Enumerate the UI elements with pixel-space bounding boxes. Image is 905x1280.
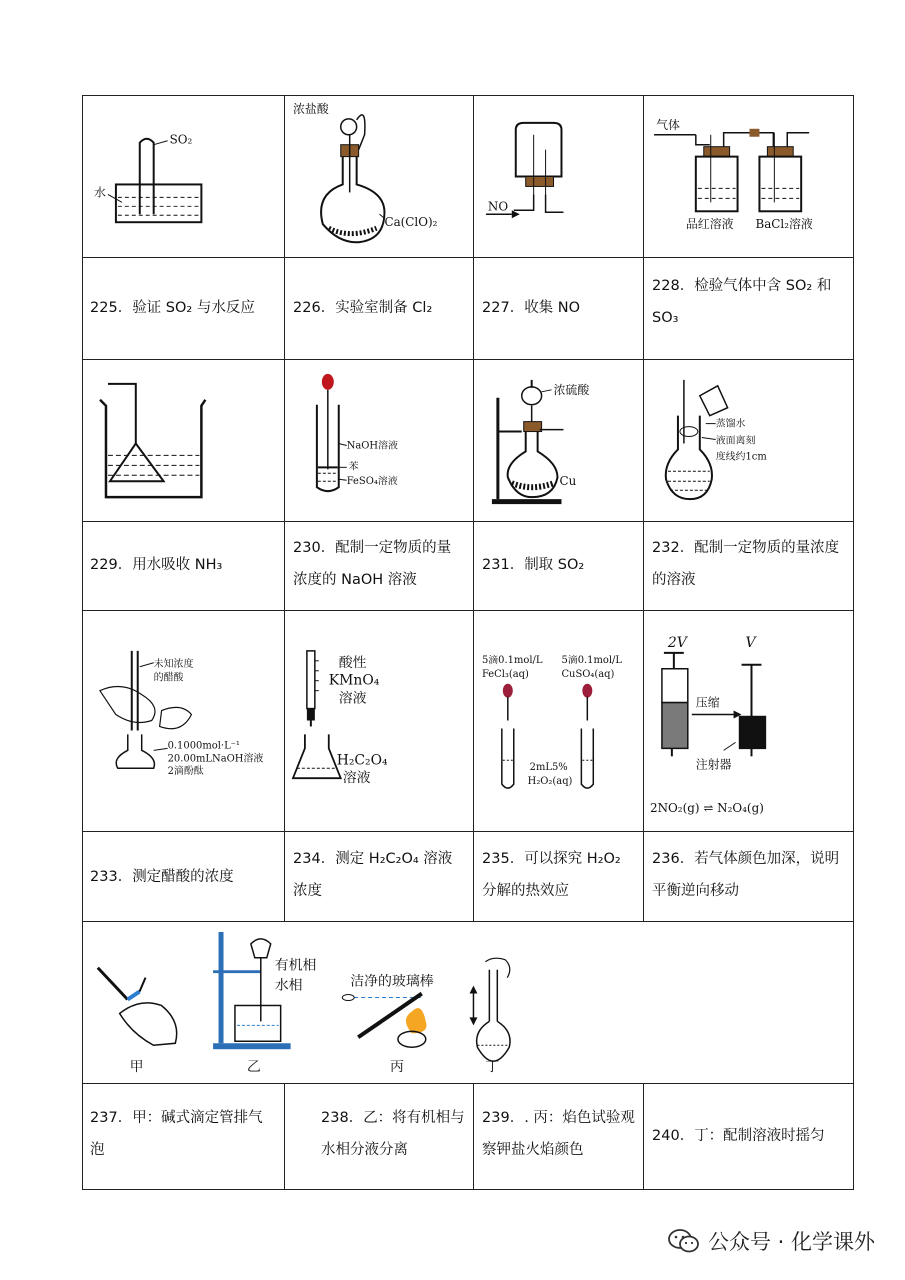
figure-cell-236 bbox=[644, 611, 854, 832]
label-conc-h2so4: 浓硫酸 bbox=[553, 382, 590, 397]
figure-cell-227 bbox=[474, 95, 644, 258]
label-caclo2: Ca(ClO)₂ bbox=[384, 215, 438, 230]
label-01000: 0.1000mol·L⁻¹ bbox=[167, 740, 240, 752]
figure-cell-234 bbox=[285, 611, 474, 832]
caption-cell-233 bbox=[82, 832, 285, 922]
figure-cell-235 bbox=[474, 611, 644, 832]
caption-228: 228．检验气体中含 SO₂ 和 SO₃ bbox=[652, 278, 832, 326]
label-clean-rod: 洁净的玻璃棒 bbox=[350, 973, 434, 990]
label-no: NO bbox=[487, 199, 509, 214]
caption-238: 238．乙：将有机相与水相分液分离 bbox=[321, 1110, 465, 1158]
watermark-text: 公众号 · 化学课外 bbox=[707, 1230, 875, 1254]
label-equilibrium: 2NO₂(g) ⇌ N₂O₄(g) bbox=[649, 801, 764, 816]
figure-228 bbox=[644, 95, 853, 257]
label-h2o2-vol: 2mL5% bbox=[529, 762, 568, 774]
figure-230 bbox=[285, 360, 473, 521]
label-organic-phase: 有机相 bbox=[274, 957, 317, 974]
label-benzene: 苯 bbox=[348, 461, 359, 473]
label-ding: 丁 bbox=[485, 1059, 500, 1076]
figure-233 bbox=[82, 611, 284, 831]
label-naoh: NaOH溶液 bbox=[346, 440, 398, 452]
caption-cell-226 bbox=[285, 258, 474, 360]
label-naoh-2000: 20.00mLNaOH溶液 bbox=[167, 753, 264, 765]
label-jia: 甲 bbox=[129, 1059, 144, 1076]
label-water: 水 bbox=[94, 185, 106, 200]
caption-235: 235．可以探究 H₂O₂ 分解的热效应 bbox=[482, 851, 621, 899]
caption-240: 240．丁：配制溶液时摇匀 bbox=[652, 1128, 825, 1144]
watermark bbox=[668, 1226, 875, 1256]
figure-cell-230 bbox=[285, 360, 474, 522]
label-fecl3: FeCl₃(aq) bbox=[481, 668, 529, 680]
figure-227 bbox=[474, 95, 643, 257]
figure-cell-237-240 bbox=[82, 922, 854, 1084]
label-conc-hcl: 浓盐酸 bbox=[293, 101, 329, 116]
figure-cell-228 bbox=[644, 95, 854, 258]
figure-236 bbox=[644, 611, 853, 831]
figure-234 bbox=[285, 611, 473, 831]
caption-cell-225 bbox=[82, 258, 285, 360]
label-kmno4-solution: 溶液 bbox=[338, 690, 367, 707]
wechat-icon bbox=[668, 1228, 700, 1254]
caption-cell-240 bbox=[644, 1084, 854, 1190]
figure-232 bbox=[644, 360, 853, 521]
label-cu: Cu bbox=[559, 474, 577, 489]
label-v: V bbox=[745, 634, 756, 651]
caption-239: 239．. 丙：焰色试验观察钾盐火焰颜色 bbox=[482, 1110, 635, 1158]
label-unknown-conc: 未知浓度 bbox=[153, 658, 194, 670]
label-distilled-water: 蒸馏水 bbox=[715, 418, 746, 430]
caption-cell-237 bbox=[82, 1084, 285, 1190]
label-so2: SO₂ bbox=[169, 132, 193, 147]
figure-cell-225 bbox=[82, 95, 285, 258]
caption-234: 234．测定 H₂C₂O₄ 溶液浓度 bbox=[293, 851, 453, 899]
caption-226: 226．实验室制备 Cl₂ bbox=[293, 300, 433, 316]
label-feso4: FeSO₄溶液 bbox=[346, 476, 398, 488]
figure-cell-232 bbox=[644, 360, 854, 522]
caption-cell-232 bbox=[644, 522, 854, 611]
caption-cell-229 bbox=[82, 522, 285, 611]
label-acetic: 的醋酸 bbox=[153, 672, 184, 684]
caption-237: 237．甲：碱式滴定管排气泡 bbox=[90, 1110, 263, 1158]
label-bacl2: BaCl₂溶液 bbox=[755, 217, 813, 232]
label-cuso4-drops: 5滴0.1mol/L bbox=[561, 654, 622, 666]
figure-235 bbox=[474, 611, 643, 831]
caption-233: 233．测定醋酸的浓度 bbox=[90, 869, 234, 885]
label-kmno4: KMnO₄ bbox=[328, 672, 380, 689]
label-bing: 丙 bbox=[389, 1059, 404, 1076]
label-fecl3-drops: 5滴0.1mol/L bbox=[481, 654, 543, 666]
caption-231: 231．制取 SO₂ bbox=[482, 557, 585, 573]
label-h2c2o4: H₂C₂O₄ bbox=[336, 752, 388, 769]
caption-232: 232．配制一定物质的量浓度的溶液 bbox=[652, 540, 840, 588]
figure-cell-231 bbox=[474, 360, 644, 522]
caption-cell-235 bbox=[474, 832, 644, 922]
label-h2c2o4-solution: 溶液 bbox=[342, 770, 371, 787]
figure-231 bbox=[474, 360, 643, 521]
caption-229: 229．用水吸收 NH₃ bbox=[90, 557, 223, 573]
label-water-phase: 水相 bbox=[274, 977, 303, 994]
caption-cell-228 bbox=[644, 258, 854, 360]
label-phenolphthalein: 2滴酚酞 bbox=[167, 766, 204, 778]
label-liquid-level: 液面离刻 bbox=[715, 435, 756, 447]
caption-cell-238 bbox=[285, 1084, 474, 1190]
label-syringe: 注射器 bbox=[695, 757, 732, 772]
figure-225 bbox=[82, 95, 284, 257]
label-h2o2: H₂O₂(aq) bbox=[527, 776, 573, 788]
caption-cell-227 bbox=[474, 258, 644, 360]
label-compress: 压缩 bbox=[695, 695, 720, 710]
caption-227: 227．收集 NO bbox=[482, 300, 581, 316]
caption-cell-236 bbox=[644, 832, 854, 922]
figure-cell-226 bbox=[285, 95, 474, 258]
label-1cm: 度线约1cm bbox=[715, 451, 767, 463]
label-pinhong: 品红溶液 bbox=[685, 217, 734, 232]
caption-cell-230 bbox=[285, 522, 474, 611]
caption-225: 225．验证 SO₂ 与水反应 bbox=[90, 300, 255, 316]
label-gas-text: 气体 bbox=[656, 117, 680, 132]
caption-230: 230．配制一定物质的量浓度的 NaOH 溶液 bbox=[293, 540, 452, 588]
caption-cell-234 bbox=[285, 832, 474, 922]
label-cuso4: CuSO₄(aq) bbox=[561, 668, 615, 680]
caption-cell-239 bbox=[474, 1084, 644, 1190]
figure-229 bbox=[82, 360, 284, 521]
caption-cell-231 bbox=[474, 522, 644, 611]
figure-cell-229 bbox=[82, 360, 285, 522]
label-yi: 乙 bbox=[246, 1059, 261, 1076]
figure-cell-233 bbox=[82, 611, 285, 832]
label-acidic: 酸性 bbox=[338, 654, 367, 671]
caption-236: 236．若气体颜色加深，说明平衡逆向移动 bbox=[652, 851, 840, 899]
figure-226 bbox=[285, 95, 473, 257]
label-2v: 2V bbox=[667, 634, 687, 651]
figure-237-240 bbox=[82, 922, 853, 1083]
